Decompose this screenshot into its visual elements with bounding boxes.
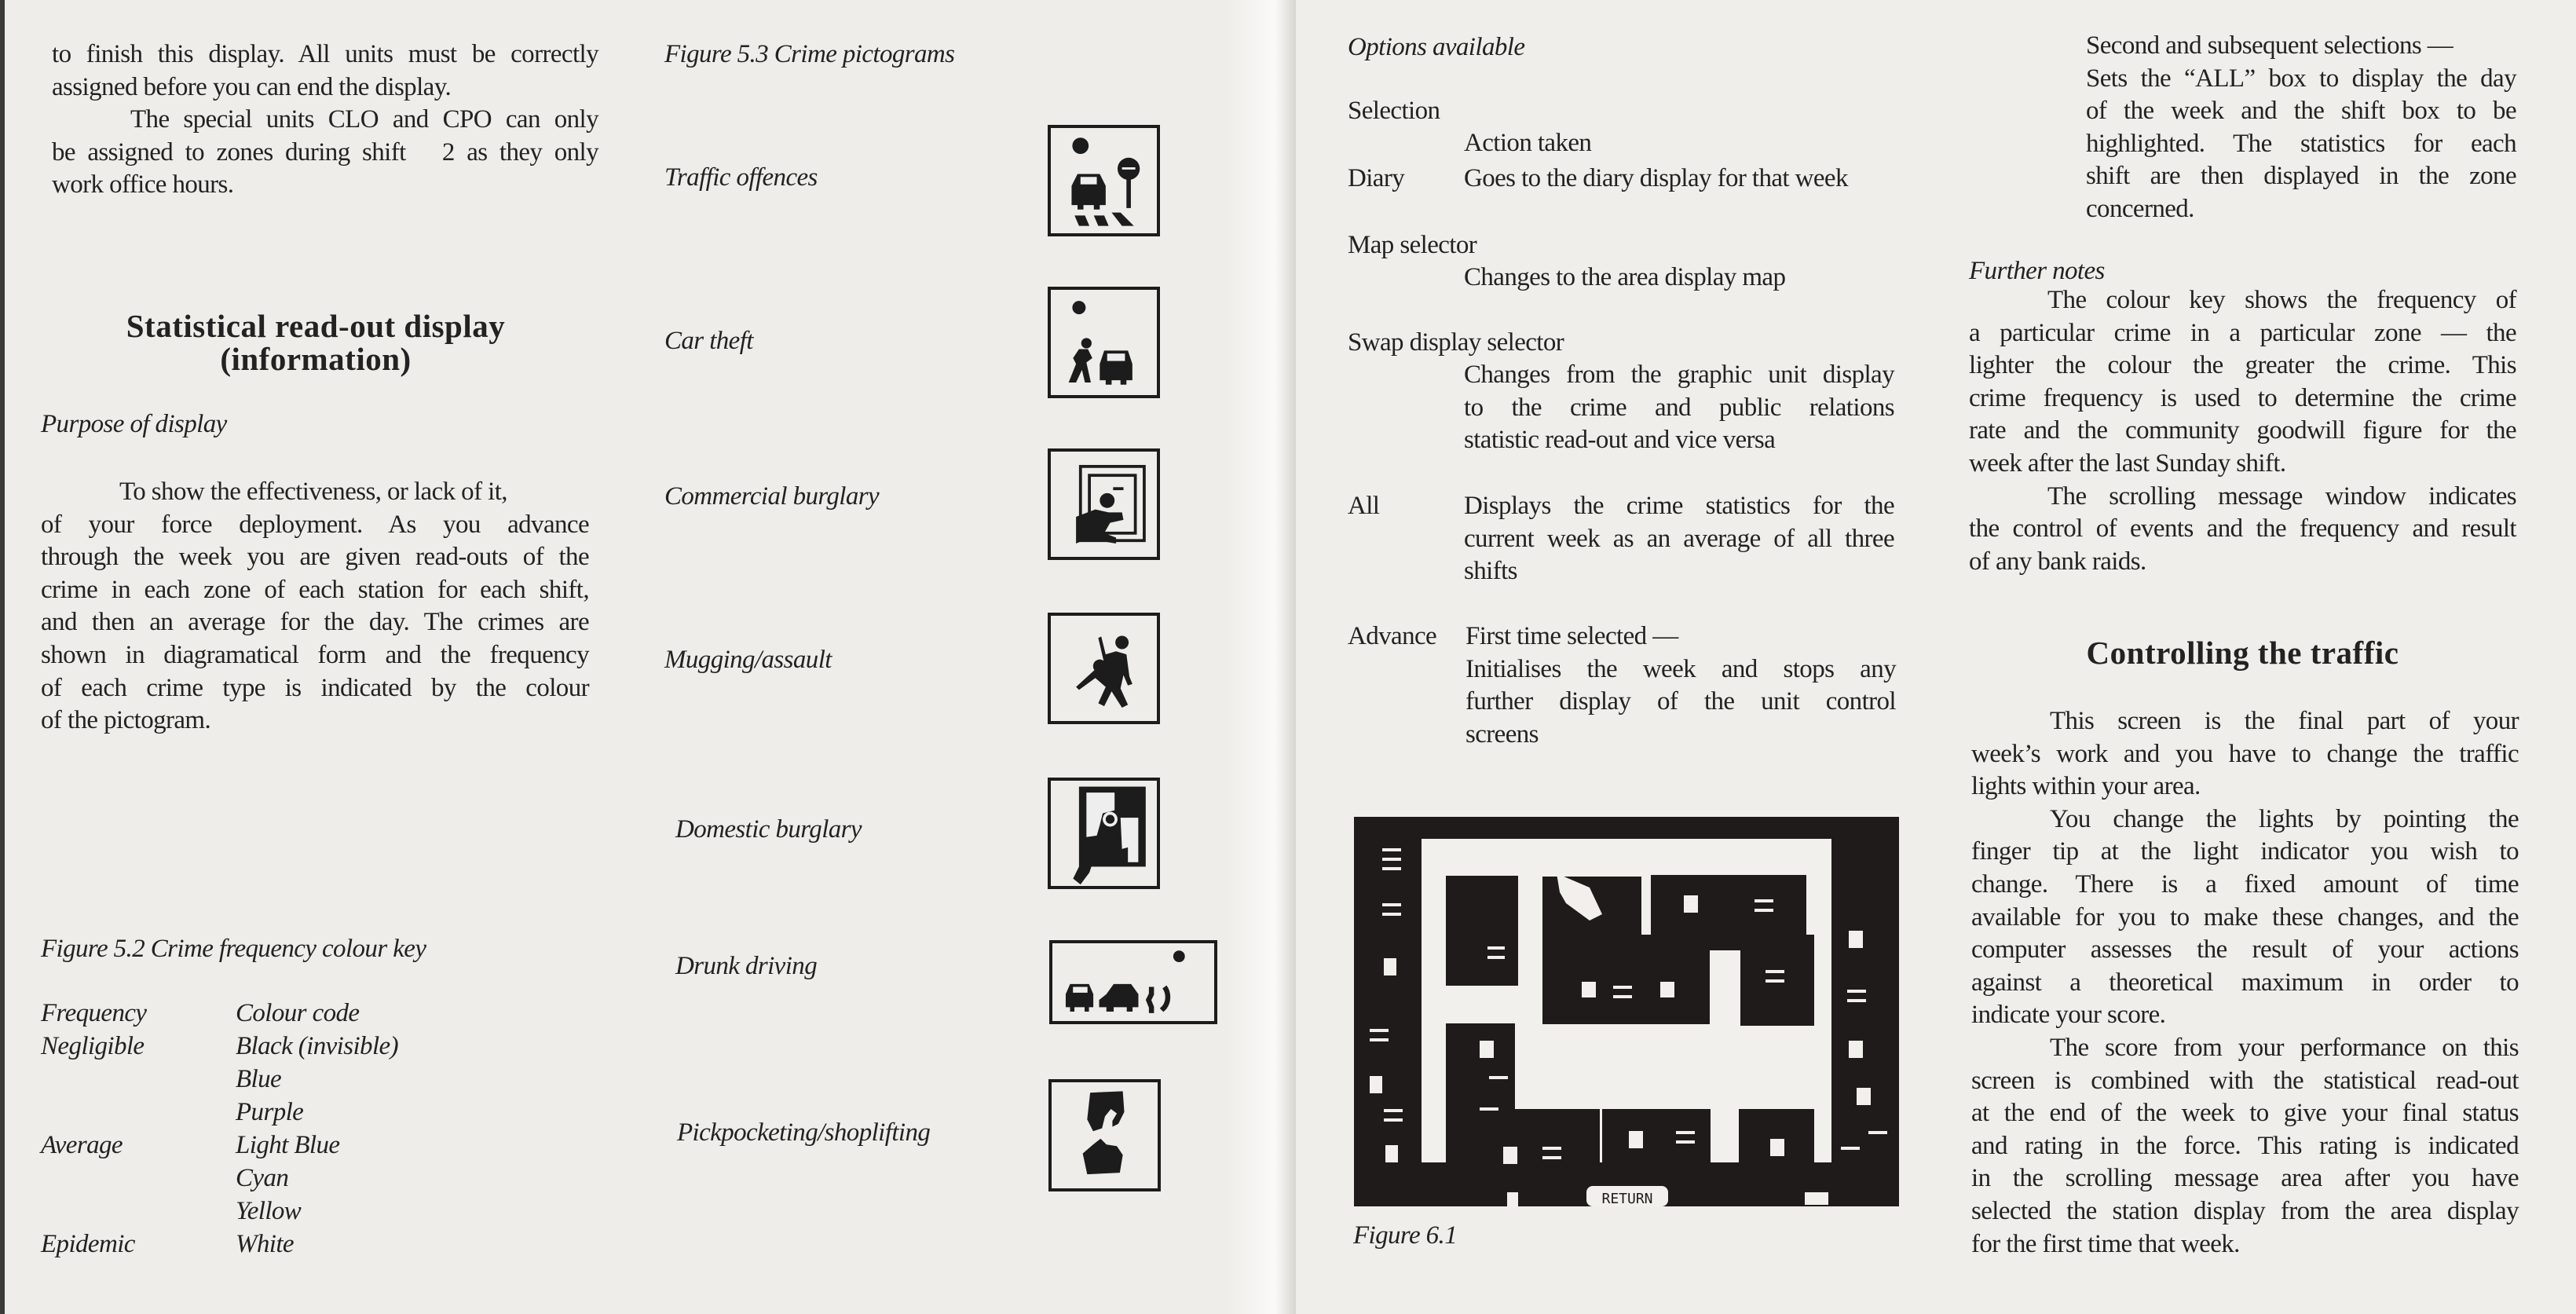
text-line: to finish this display. All units must be correctly xyxy=(52,40,598,68)
heading-line: (information) xyxy=(220,341,412,377)
pictogram-label: Commercial burglary xyxy=(664,482,880,511)
purpose-paragraph xyxy=(41,476,589,738)
text-line: work office hours. xyxy=(52,170,234,199)
colour-key-colour: White xyxy=(236,1230,294,1258)
further-notes-label: Further notes xyxy=(1969,257,2105,285)
colour-key-colour: Black (invisible) xyxy=(236,1032,398,1060)
text-line: rate and the community goodwill figure for the xyxy=(1969,416,2516,445)
purpose-label: Purpose of display xyxy=(41,410,227,438)
text-line: shift are then displayed in the zone xyxy=(2086,162,2516,191)
text-line: highlighted. The statistics for each xyxy=(2086,129,2516,158)
intro-paragraph xyxy=(52,38,598,202)
text-line: of any bank raids. xyxy=(1969,547,2146,576)
text-line: shifts xyxy=(1464,557,1517,586)
text-line: a particular crime in a particular zone — the xyxy=(1969,318,2516,347)
text-line: You change the lights by pointing the xyxy=(2050,804,2519,833)
pictograms-caption: Figure 5.3 Crime pictograms xyxy=(664,40,955,68)
option-desc: Changes to the area display map xyxy=(1464,263,1786,291)
commercial-burglary-icon xyxy=(1048,448,1160,560)
advance-second-selection xyxy=(2086,30,2516,226)
option-name: Diary xyxy=(1348,164,1405,192)
pictogram-label: Car theft xyxy=(664,327,753,355)
text-line: concerned. xyxy=(2086,194,2194,223)
heading-line: Statistical read-out display xyxy=(126,308,506,344)
option-desc: Goes to the diary display for that week xyxy=(1464,164,1848,192)
section-heading xyxy=(41,309,591,375)
text-line: screen is combined with the statistical read-out xyxy=(1971,1066,2519,1095)
text-line: The score from your performance on this xyxy=(2050,1033,2519,1062)
drunk-driving-icon xyxy=(1049,940,1217,1024)
car-theft-icon xyxy=(1048,287,1160,398)
selection-label: Selection xyxy=(1348,97,1440,125)
text-line: lights within your area. xyxy=(1971,772,2201,801)
option-desc xyxy=(1464,359,1894,457)
action-taken-label: Action taken xyxy=(1464,129,1592,157)
colour-key-colour: Cyan xyxy=(236,1164,289,1192)
domestic-burglary-icon xyxy=(1048,778,1160,889)
text-line: of your force deployment. As you advance xyxy=(41,510,589,539)
pictogram-label: Domestic burglary xyxy=(675,815,862,844)
page-edge xyxy=(0,0,5,1314)
colour-key-frequency: Epidemic xyxy=(41,1230,135,1258)
colour-key-header-colour: Colour code xyxy=(236,999,360,1027)
colour-key-colour: Light Blue xyxy=(236,1131,340,1159)
figure-caption: Figure 6.1 xyxy=(1353,1221,1458,1250)
text-line: screens xyxy=(1465,719,1539,749)
pictogram-label: Traffic offences xyxy=(664,163,818,192)
text-line: at the end of the week to give your final status xyxy=(1971,1099,2519,1128)
colour-key-colour: Purple xyxy=(236,1098,304,1126)
text-line: for the first time that week. xyxy=(1971,1229,2240,1258)
colour-key-header-frequency: Frequency xyxy=(41,999,147,1027)
text-line: change. There is a fixed amount of time xyxy=(1971,869,2519,899)
text-line: to the crime and public relations xyxy=(1464,393,1894,422)
text-line: assigned before you can end the display. xyxy=(52,72,452,101)
text-line: statistic read-out and vice versa xyxy=(1464,426,1776,455)
pictogram-label: Mugging/assault xyxy=(664,646,832,674)
traffic-screen-figure xyxy=(1354,817,1899,1206)
option-name: All xyxy=(1348,492,1380,520)
further-notes-paragraph xyxy=(1969,284,2516,578)
text-line: Changes from the graphic unit display xyxy=(1464,361,1894,389)
return-button[interactable]: RETURN xyxy=(1601,1191,1653,1206)
text-line: further display of the unit control xyxy=(1465,687,1896,716)
city-block xyxy=(1446,876,1518,986)
text-line: The special units CLO and CPO can only xyxy=(130,105,598,134)
text-line: of each crime type is indicated by the colour xyxy=(41,673,589,702)
colour-key-colour: Yellow xyxy=(236,1197,302,1225)
text-line: To show the effectiveness, or lack of it, xyxy=(119,478,507,506)
text-line: current week as an average of all three xyxy=(1464,524,1894,553)
text-line: Displays the crime statistics for the xyxy=(1464,492,1894,520)
text-line: crime in each zone of each station for each shift, xyxy=(41,575,589,604)
text-line: First time selected — xyxy=(1465,622,1678,650)
colour-key-frequency: Negligible xyxy=(41,1032,145,1060)
text-line: Initialises the week and stops any xyxy=(1465,654,1896,683)
text-line: computer assesses the result of your actions xyxy=(1971,935,2519,964)
option-desc xyxy=(1465,620,1896,751)
traffic-offences-icon xyxy=(1048,125,1160,236)
text-line: available for you to make these changes, and the xyxy=(1971,902,2519,932)
spine-shadow xyxy=(1225,0,1296,1314)
option-name: Swap display selector xyxy=(1348,328,1564,357)
colour-key-colour: Blue xyxy=(236,1065,282,1093)
text-line: and rating in the force. This rating is indicated xyxy=(1971,1131,2519,1160)
colour-key-caption: Figure 5.2 Crime frequency colour key xyxy=(41,935,426,963)
option-name: Map selector xyxy=(1348,231,1477,259)
colour-key-frequency: Average xyxy=(41,1131,123,1159)
option-name: Advance xyxy=(1348,622,1437,650)
traffic-heading: Controlling the traffic xyxy=(2086,635,2399,671)
pickpocketing-shoplifting-icon xyxy=(1048,1079,1161,1191)
text-line: be assigned to zones during shift 2 as they only xyxy=(52,137,598,167)
text-line: through the week you are given read-outs of the xyxy=(41,543,589,572)
traffic-map xyxy=(1354,817,1899,1206)
text-line: The scrolling message window indicates xyxy=(2047,481,2516,511)
text-line: the control of events and the frequency and result xyxy=(1969,514,2516,544)
text-line: lighter the colour the greater the crime. This xyxy=(1969,351,2516,380)
traffic-paragraph xyxy=(1971,705,2519,1261)
text-line: in the scrolling message area after you have xyxy=(1971,1164,2519,1193)
text-line: This screen is the final part of your xyxy=(2050,707,2519,735)
pictogram-label: Drunk driving xyxy=(675,952,818,980)
text-line: against a theoretical maximum in order to xyxy=(1971,968,2519,997)
text-line: week’s work and you have to change the traffic xyxy=(1971,739,2519,768)
text-line: indicate your score. xyxy=(1971,1001,2166,1030)
text-line: selected the station display from the area display xyxy=(1971,1196,2519,1225)
pictogram-label: Pickpocketing/shoplifting xyxy=(677,1118,931,1147)
text-line: shown in diagramatical form and the frequency xyxy=(41,640,589,669)
text-line: week after the last Sunday shift. xyxy=(1969,448,2286,478)
text-line: of the pictogram. xyxy=(41,706,211,735)
options-label: Options available xyxy=(1348,33,1525,61)
text-line: crime frequency is used to determine the crime xyxy=(1969,383,2516,412)
text-line: and then an average for the day. The crimes are xyxy=(41,608,589,637)
text-line: of the week and the shift box to be xyxy=(2086,97,2516,126)
option-desc xyxy=(1464,490,1894,588)
text-line: finger tip at the light indicator you wish to xyxy=(1971,837,2519,866)
text-line: Sets the “ALL” box to display the day xyxy=(2086,64,2516,93)
text-line: Second and subsequent selections — xyxy=(2086,31,2453,60)
text-line: The colour key shows the frequency of xyxy=(2047,286,2516,314)
mugging-assault-icon xyxy=(1048,613,1160,724)
